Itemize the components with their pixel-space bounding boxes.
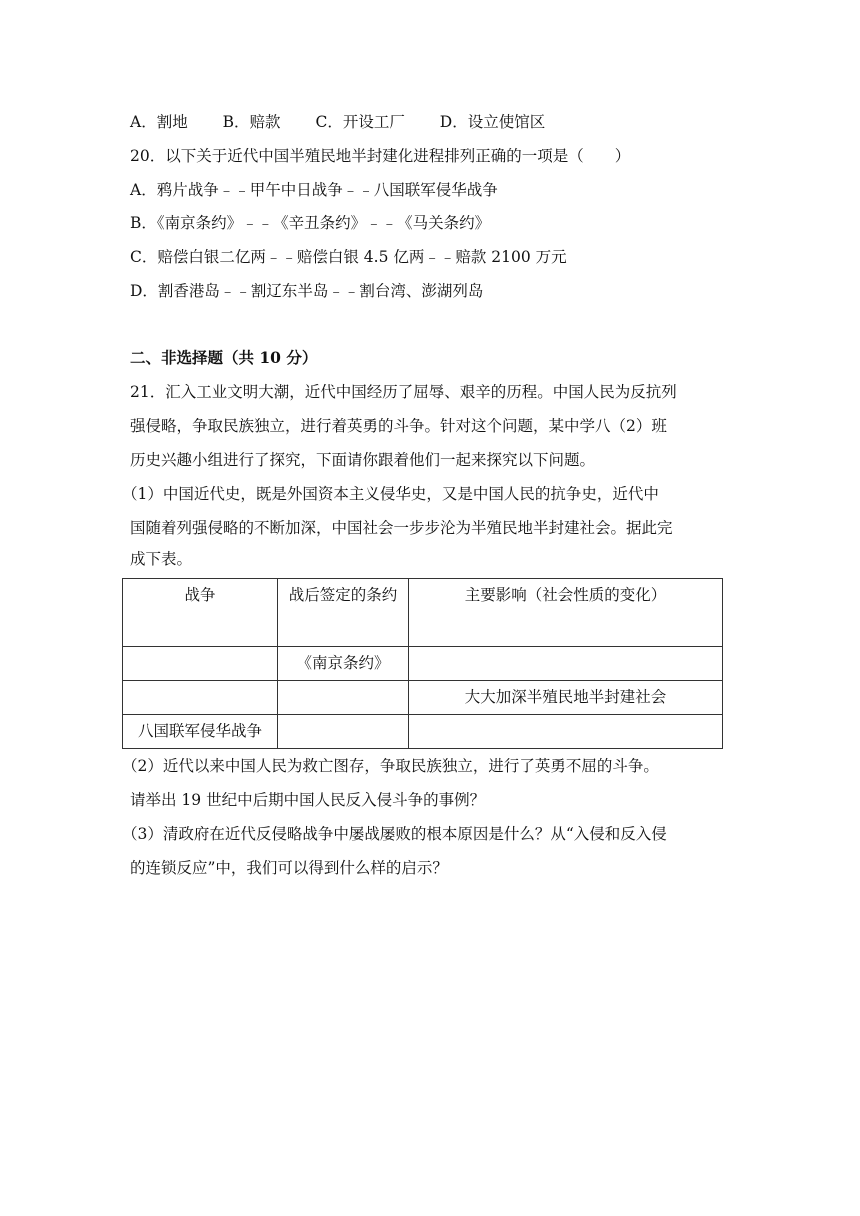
q21-intro-line-3: 历史兴趣小组进行了探究，下面请你跟着他们一起来探究以下问题。 (130, 451, 596, 469)
q21-part1-line-1: （1）中国近代史，既是外国资本主义侵华史，又是中国人民的抗争史，近代中 (122, 485, 659, 503)
q19-options (130, 112, 575, 132)
q20-option-d: D．割香港岛﹣﹣割辽东半岛﹣﹣割台湾、澎湖列岛 (130, 282, 484, 300)
q19-option-d: D．设立使馆区 (439, 113, 546, 131)
q19-option-b: B．赔款 (222, 113, 281, 131)
section2-title: 二、非选择题（共 10 分） (130, 348, 318, 367)
table-cell (278, 715, 409, 749)
table-cell (278, 681, 409, 715)
header-impact: 主要影响（社会性质的变化） (409, 579, 723, 647)
header-treaty: 战后签定的条约 (278, 579, 409, 647)
q19-option-a: A．割地 (130, 113, 188, 131)
table-cell: 大大加深半殖民地半封建社会 (409, 681, 723, 715)
q21-part3-line-1: （3）清政府在近代反侵略战争中屡战屡败的根本原因是什么？从“入侵和反入侵 (122, 825, 667, 843)
table-row (123, 681, 723, 715)
table-cell (123, 647, 278, 681)
table-cell: 八国联军侵华战争 (123, 715, 278, 749)
q21-part2-line-2: 请举出 19 世纪中后期中国人民反入侵斗争的事例？ (130, 791, 486, 809)
war-treaty-table (122, 578, 723, 749)
q21-part1-line-2: 国随着列强侵略的不断加深，中国社会一步步沦为半殖民地半封建社会。据此完 (130, 519, 673, 537)
table-cell (123, 681, 278, 715)
q21-part2-line-1: （2）近代以来中国人民为救亡图存，争取民族独立，进行了英勇不屈的斗争。 (122, 757, 659, 775)
table-row (123, 715, 723, 749)
q20-option-a: A．鸦片战争﹣﹣甲午中日战争﹣﹣八国联军侵华战争 (130, 181, 498, 199)
q21-intro-line-2: 强侵略，争取民族独立，进行着英勇的斗争。针对这个问题，某中学八（2）班 (130, 417, 667, 435)
table-cell (409, 715, 723, 749)
q20-stem: 20．以下关于近代中国半殖民地半封建化进程排列正确的一项是（ ） (130, 147, 631, 165)
q21-part1-line-3: 成下表。 (130, 550, 193, 568)
header-war: 战争 (123, 579, 278, 647)
q21-intro-line-1: 21．汇入工业文明大潮，近代中国经历了屈辱、艰辛的历程。中国人民为反抗列 (130, 383, 677, 401)
q21-part3-line-2: 的连锁反应”中，我们可以得到什么样的启示？ (130, 859, 448, 877)
table-cell: 《南京条约》 (278, 647, 409, 681)
q20-option-c: C．赔偿白银二亿两﹣﹣赔偿白银 4.5 亿两﹣﹣赔款 2100 万元 (130, 248, 567, 266)
q20-option-b: B．《南京条约》﹣﹣《辛丑条约》﹣﹣《马关条约》 (130, 214, 491, 232)
table-header-row (123, 579, 723, 647)
table-row (123, 647, 723, 681)
q19-option-c: C．开设工厂 (315, 113, 405, 131)
table-cell (409, 647, 723, 681)
